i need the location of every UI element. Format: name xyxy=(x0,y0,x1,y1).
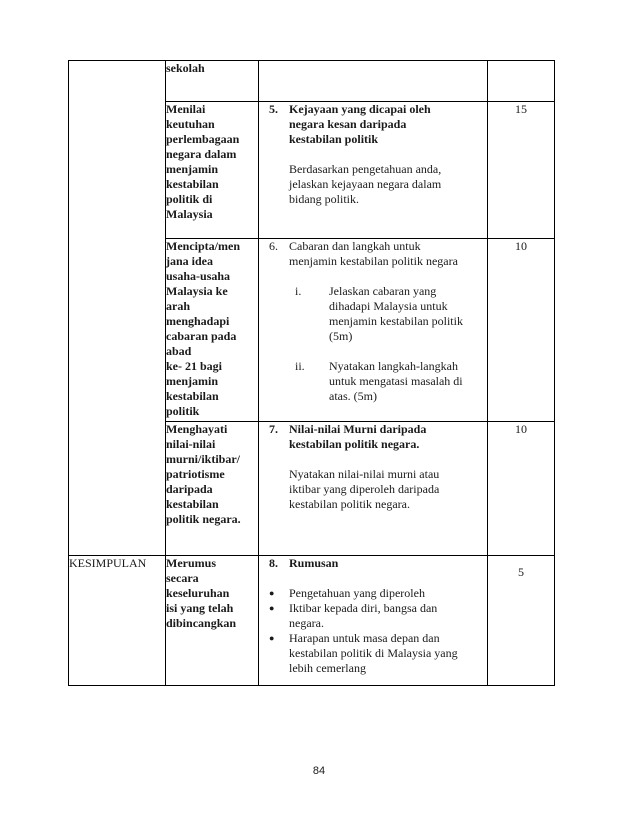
sub-question xyxy=(295,284,487,344)
question-title-line: menjamin kestabilan politik negara xyxy=(289,254,458,268)
question-number: 7. xyxy=(269,422,278,436)
topic-line: Malaysia ke xyxy=(166,284,228,298)
question-instruction xyxy=(289,467,487,512)
question-title-line: kestabilan politik negara. xyxy=(289,437,420,451)
bullet-icon: ● xyxy=(269,633,275,643)
topic-line: menghadapi xyxy=(166,314,230,328)
topic-cell xyxy=(166,422,259,556)
topic-cell xyxy=(166,61,259,102)
question-title-line: Rumusan xyxy=(289,556,339,570)
instruction-line: kestabilan politik negara. xyxy=(289,497,410,511)
topic-line: perlembagaan xyxy=(166,132,240,146)
sub-question-numeral: ii. xyxy=(295,359,305,373)
list-item xyxy=(269,586,487,601)
table-row xyxy=(69,556,555,686)
question-number: 6. xyxy=(269,239,278,253)
question-number: 5. xyxy=(269,102,278,116)
topic-line: menjamin xyxy=(166,374,218,388)
topic-line: murni/iktibar/ xyxy=(166,452,241,466)
question-number: 8. xyxy=(269,556,278,570)
topic-cell xyxy=(166,556,259,686)
section-cell: KESIMPULAN xyxy=(69,556,166,686)
sub-question xyxy=(295,359,487,404)
mark-cell: 10 xyxy=(488,422,555,556)
topic-line: kestabilan xyxy=(166,389,219,403)
topic-line: patriotisme xyxy=(166,467,225,481)
question-title-line: Nilai-nilai Murni daripada xyxy=(289,422,427,436)
topic-line: ke- 21 bagi xyxy=(166,359,223,373)
instruction-line: jelaskan kejayaan negara dalam xyxy=(289,177,442,191)
question-title xyxy=(289,422,487,452)
topic-line: arah xyxy=(166,299,190,313)
sub-question-line: (5m) xyxy=(329,329,353,343)
question-cell xyxy=(259,61,488,102)
instruction-line: Nyatakan nilai-nilai murni atau xyxy=(289,467,440,481)
sub-question-line: Jelaskan cabaran yang xyxy=(329,284,437,298)
topic-cell xyxy=(166,239,259,422)
mark-cell: 10 xyxy=(488,239,555,422)
sub-question-numeral: i. xyxy=(295,284,302,298)
topic-line: nilai-nilai xyxy=(166,437,216,451)
sub-question-text xyxy=(329,284,487,344)
topic-line: cabaran pada xyxy=(166,329,237,343)
question-heading xyxy=(269,239,487,269)
instruction-line: Berdasarkan pengetahuan anda, xyxy=(289,162,442,176)
mark-cell: 15 xyxy=(488,102,555,239)
question-heading xyxy=(269,422,487,452)
topic-line: usaha-usaha xyxy=(166,269,231,283)
topic-cell xyxy=(166,102,259,239)
question-cell xyxy=(259,422,488,556)
topic-line: secara xyxy=(166,571,199,585)
sub-question-line: untuk mengatasi masalah di xyxy=(329,374,463,388)
list-item-line: negara. xyxy=(289,616,324,630)
list-item-line: Harapan untuk masa depan dan xyxy=(289,631,440,645)
instruction-line: iktibar yang diperoleh daripada xyxy=(289,482,440,496)
question-cell xyxy=(259,556,488,686)
topic-line: kestabilan xyxy=(166,497,219,511)
summary-list xyxy=(269,586,487,676)
question-cell xyxy=(259,239,488,422)
question-title-line: Cabaran dan langkah untuk xyxy=(289,239,421,253)
topic-line: Menghayati xyxy=(166,422,228,436)
question-title xyxy=(289,556,487,571)
question-title-line: Kejayaan yang dicapai oleh xyxy=(289,102,431,116)
bullet-icon: ● xyxy=(269,603,275,613)
topic-line: kestabilan xyxy=(166,177,219,191)
question-cell xyxy=(259,102,488,239)
bullet-icon: ● xyxy=(269,588,275,598)
question-title-line: negara kesan daripada xyxy=(289,117,407,131)
topic-line: isi yang telah xyxy=(166,601,234,615)
topic-line: jana idea xyxy=(166,254,214,268)
list-item-line: Pengetahuan yang diperoleh xyxy=(289,586,425,600)
question-instruction xyxy=(289,162,487,207)
topic-line: daripada xyxy=(166,482,213,496)
question-heading xyxy=(269,556,487,571)
topic-line: dibincangkan xyxy=(166,616,237,630)
sub-question-text xyxy=(329,359,487,404)
question-title xyxy=(289,102,487,147)
mark-cell xyxy=(488,61,555,102)
question-title-line: kestabilan politik xyxy=(289,132,379,146)
topic-line: negara dalam xyxy=(166,147,237,161)
topic-line: politik xyxy=(166,404,200,418)
topic-line: abad xyxy=(166,344,192,358)
sub-question-line: Nyatakan langkah-langkah xyxy=(329,359,458,373)
question-heading xyxy=(269,102,487,147)
list-item xyxy=(269,631,487,676)
topic-line: menjamin xyxy=(166,162,218,176)
list-item xyxy=(269,601,487,631)
question-title xyxy=(289,239,487,269)
topic-line: Mencipta/men xyxy=(166,239,240,253)
page-number: 84 xyxy=(312,765,326,777)
sub-question-line: menjamin kestabilan politik xyxy=(329,314,463,328)
mark-cell: 5 xyxy=(488,556,555,686)
topic-line: sekolah xyxy=(166,61,205,75)
table-row xyxy=(69,61,555,102)
list-item-line: Iktibar kepada diri, bangsa dan xyxy=(289,601,438,615)
topic-line: politik di xyxy=(166,192,213,206)
topic-line: keseluruhan xyxy=(166,586,230,600)
topic-line: Malaysia xyxy=(166,207,213,221)
section-cell xyxy=(69,61,166,556)
list-item-line: lebih cemerlang xyxy=(289,661,366,675)
sub-question-line: dihadapi Malaysia untuk xyxy=(329,299,448,313)
topic-line: politik negara. xyxy=(166,512,241,526)
topic-line: keutuhan xyxy=(166,117,215,131)
list-item-line: kestabilan politik di Malaysia yang xyxy=(289,646,458,660)
instruction-line: bidang politik. xyxy=(289,192,359,206)
topic-line: Merumus xyxy=(166,556,216,570)
sub-question-line: atas. (5m) xyxy=(329,389,377,403)
assessment-table xyxy=(68,60,555,686)
topic-line: Menilai xyxy=(166,102,206,116)
